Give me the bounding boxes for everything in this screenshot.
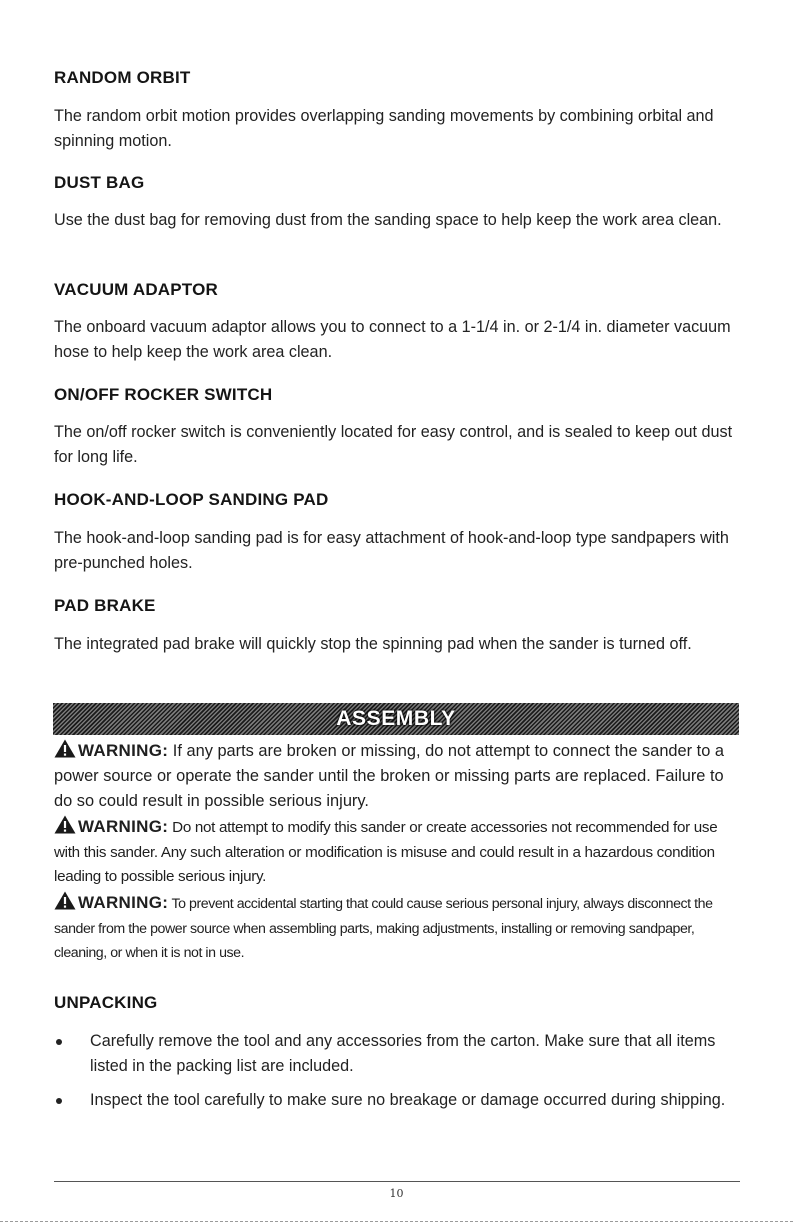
list-item <box>54 1088 744 1113</box>
section-body-pad-brake: The integrated pad brake will quickly stop the spinning pad when the sander is turned off. <box>54 635 692 653</box>
footer-rule <box>54 1181 740 1182</box>
bullet-dot-icon <box>56 1098 62 1104</box>
section-title-sanding-pad: HOOK-AND-LOOP SANDING PAD <box>54 490 329 509</box>
warning-triangle-icon <box>54 891 76 910</box>
section-body-rocker-switch: The on/off rocker switch is conveniently located for easy control, and is sealed to keep out dust for long life. <box>54 423 733 466</box>
warning-text: Do not attempt to modify this sander or create accessories not recommended for use with this sander. Any such alteration or modification is misuse and could result in a hazardous condition leading to possible serious injury. <box>54 819 718 885</box>
warning-label: WARNING: <box>78 893 169 912</box>
section-title-pad-brake: PAD BRAKE <box>54 596 156 615</box>
unpacking-list <box>54 1029 744 1122</box>
warning-label: WARNING: <box>78 741 169 760</box>
warning-triangle-icon <box>54 815 76 834</box>
section-title-dust-bag: DUST BAG <box>54 173 145 192</box>
scan-edge-line <box>0 1221 793 1222</box>
section-title-rocker-switch: ON/OFF ROCKER SWITCH <box>54 385 273 404</box>
list-item-text: Inspect the tool carefully to make sure no breakage or damage occurred during shipping. <box>90 1091 726 1109</box>
assembly-title: ASSEMBLY <box>336 707 456 730</box>
warning-label: WARNING: <box>78 817 169 836</box>
bullet-dot-icon <box>56 1039 62 1045</box>
list-item-text: Carefully remove the tool and any accessories from the carton. Make sure that all items listed in the packing list are included. <box>90 1032 716 1075</box>
section-title-vacuum-adaptor: VACUUM ADAPTOR <box>54 280 218 299</box>
section-body-random-orbit: The random orbit motion provides overlapping sanding movements by combining orbital and spinning motion. <box>54 107 714 150</box>
warning-triangle-icon <box>54 739 76 758</box>
warning-modification <box>54 815 744 890</box>
list-item <box>54 1029 744 1079</box>
warning-accidental-start <box>54 891 744 966</box>
warning-broken-parts <box>54 738 744 814</box>
page-number: 10 <box>389 1187 404 1200</box>
section-body-sanding-pad: The hook-and-loop sanding pad is for easy attachment of hook-and-loop type sandpapers with pre-punched holes. <box>54 529 729 572</box>
warning-text: If any parts are broken or missing, do not attempt to connect the sander to a power source or operate the sander until the broken or missing parts are replaced. Failure to do so could result in possible serious injury. <box>54 742 725 810</box>
section-body-dust-bag: Use the dust bag for removing dust from the sanding space to help keep the work area clean. <box>54 211 722 229</box>
warning-text: To prevent accidental starting that could cause serious personal injury, always disconnect the sander from the power source when assembling parts, making adjustments, installing or removing sandpaper, cleaning, or when it is not in use. <box>54 896 713 961</box>
section-body-vacuum-adaptor: The onboard vacuum adaptor allows you to connect to a 1-1/4 in. or 2-1/4 in. diameter vacuum hose to help keep the work area clean. <box>54 318 731 361</box>
assembly-banner <box>53 703 739 735</box>
section-title-unpacking: UNPACKING <box>54 993 158 1012</box>
section-title-random-orbit: RANDOM ORBIT <box>54 68 191 87</box>
